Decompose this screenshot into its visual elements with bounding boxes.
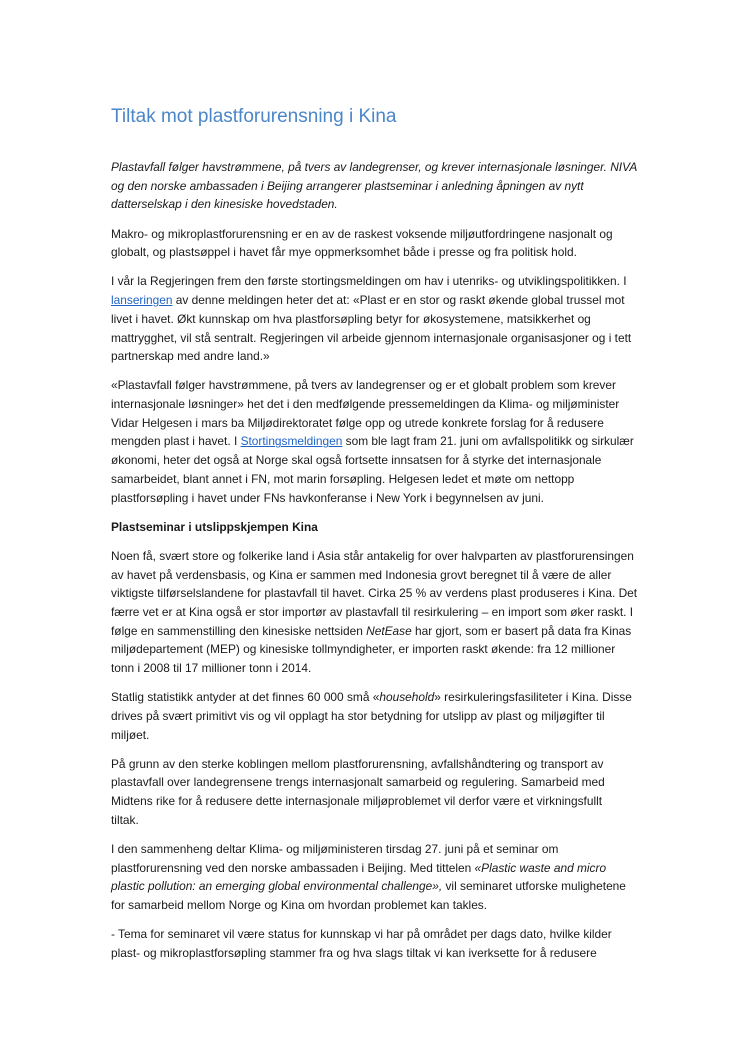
text: samarbeidet, blant annet i FN, mot marin forsøpling. Helgesen ledet et møte om nettopp	[111, 471, 575, 486]
text-line	[111, 518, 641, 537]
text: » resirkuleringsfasiliteter i Kina. Disse	[434, 690, 632, 705]
italic-text: «Plastic waste and micro	[474, 860, 607, 875]
text-line	[111, 688, 641, 707]
paragraph	[111, 925, 641, 962]
text-line	[111, 659, 641, 678]
text-line	[111, 640, 641, 659]
italic-text: NetEase	[366, 623, 412, 638]
text-line	[111, 395, 641, 414]
text-line	[111, 432, 641, 451]
text-line	[111, 347, 641, 366]
text: livet i havet. Økt kunnskap om hva plastforsøpling betyr for økosystemene, matsikkerhet og	[111, 311, 591, 326]
paragraph	[111, 688, 641, 744]
text: datterselskap i den kinesiske hovedstaden.	[111, 197, 338, 212]
text-line	[111, 225, 641, 244]
italic-text: household	[379, 690, 435, 705]
text: følge en sammenstilling den kinesiske nettsiden	[111, 623, 367, 638]
text-line	[111, 489, 641, 508]
text: viktigste tilførselslandene for plastavfall til havet. Cirka 25 % av verdens plast produseres i Kina. Det	[111, 586, 638, 601]
text: globalt, og plastsøppel i havet får mye oppmerksomhet både i presse og fra politisk hold.	[111, 245, 577, 260]
text-line	[111, 566, 641, 585]
text: internasjonale løsninger» het det i den medfølgende pressemeldingen da Klima- og miljøminister	[111, 397, 620, 412]
text: Statlig statistikk antyder at det finnes 60 000 små «	[111, 690, 380, 705]
text: plastforurensning ved den norske ambassaden i Beijing. Med tittelen	[111, 860, 475, 875]
text: av havet på verdensbasis, og Kina er sammen med Indonesia grovt beregnet til å være de aller	[111, 567, 612, 582]
lead-paragraph	[111, 158, 641, 214]
text-line	[111, 707, 641, 726]
text-line	[111, 291, 641, 310]
paragraph	[111, 225, 641, 262]
text-line	[111, 470, 641, 489]
text-line	[111, 792, 641, 811]
text: tiltak.	[111, 812, 139, 827]
text-line	[111, 896, 641, 915]
text: Midtens rike for å redusere dette internasjonale miljøproblemet vil derfor være et virkningsfullt	[111, 794, 603, 809]
text: plast- og mikroplastforsøpling stammer fra og hva slags tiltak vi kan iverksette for å redusere	[111, 945, 597, 960]
text-line	[111, 622, 641, 641]
text: I vår la Regjeringen frem den første stortingsmeldingen om hav i utenriks- og utviklingspolitikken. I	[111, 274, 627, 289]
text: vil seminaret utforske mulighetene	[442, 879, 626, 894]
page-title: Tiltak mot plastforurensning i Kina	[111, 106, 397, 127]
text: «Plastavfall følger havstrømmene, på tvers av landegrenser og er et globalt problem som krever	[111, 378, 616, 393]
text: plastavfall over landegrensene trengs internasjonalt samarbeid og regulering. Samarbeid med	[111, 775, 605, 790]
text-line	[111, 451, 641, 470]
text-line	[111, 877, 641, 896]
paragraph	[111, 376, 641, 507]
text-line	[111, 195, 641, 214]
text-line	[111, 177, 641, 196]
text-line	[111, 376, 641, 395]
paragraph	[111, 272, 641, 365]
text-line	[111, 584, 641, 603]
text-line	[111, 310, 641, 329]
text: økonomi, heter det også at Norge skal også fortsette innsatsen for å styrke det internasjonale	[111, 453, 602, 468]
text: Makro- og mikroplastforurensning er en av de raskest voksende miljøutfordringene nasjonalt og	[111, 226, 613, 241]
section-heading	[111, 518, 641, 537]
text-line	[111, 603, 641, 622]
paragraph	[111, 547, 641, 678]
text: Vidar Helgesen i mars ba Miljødirektoratet følge opp og utrede konkrete forslag for å redusere	[111, 415, 604, 430]
text-line	[111, 414, 641, 433]
text-line	[111, 859, 641, 878]
text: - Tema for seminaret vil være status for kunnskap vi har på området per dags dato, hvilke kilder	[111, 927, 612, 942]
text: plastforsøpling i havet under FNs havkonferanse i New York i begynnelsen av juni.	[111, 490, 544, 505]
document-body	[111, 158, 641, 973]
paragraph	[111, 840, 641, 915]
text-line	[111, 158, 641, 177]
text: I den sammenheng deltar Klima- og miljøministeren tirsdag 27. juni på et seminar om	[111, 842, 559, 856]
text-line	[111, 329, 641, 348]
text: tonn i 2008 til 17 millioner tonn i 2014.	[111, 661, 312, 675]
text: som ble lagt fram 21. juni om avfallspolitikk og sirkulær	[342, 434, 634, 449]
text: drives på svært primitivt vis og vil opplagt ha stor betydning for utslipp av plast og miljøgifter til	[111, 708, 605, 723]
text: partnerskap med andre land.»	[111, 349, 270, 364]
text-line	[111, 840, 641, 859]
text: På grunn av den sterke koblingen mellom plastforurensning, avfallshåndtering og transport av	[111, 756, 604, 771]
text-line	[111, 726, 641, 745]
text: Plastseminar i utslippskjempen Kina	[111, 519, 318, 534]
text: miljøet.	[111, 727, 150, 742]
link-stortingsmeldingen[interactable]: Stortingsmeldingen	[240, 434, 343, 449]
text-line	[111, 944, 641, 963]
text-line	[111, 811, 641, 830]
link-lanseringen[interactable]: lanseringen	[111, 293, 173, 308]
text-line	[111, 243, 641, 262]
text: og den norske ambassaden i Beijing arrangerer plastseminar i anledning åpningen av nytt	[111, 178, 584, 193]
text-line	[111, 547, 641, 566]
text: for samarbeid mellom Norge og Kina om hvordan problemet kan takles.	[111, 898, 488, 913]
text-line	[111, 755, 641, 774]
text: Noen få, svært store og folkerike land i Asia står antakelig for over halvparten av plastforurensingen	[111, 548, 634, 563]
text: færre vet er at Kina også er stor importør av plastavfall til resirkulering – en import som øker raskt. I	[111, 604, 634, 619]
paragraph	[111, 755, 641, 830]
text-line	[111, 925, 641, 944]
italic-text: plastic pollution: an emerging global environmental challenge»,	[111, 879, 443, 894]
text-line	[111, 272, 641, 291]
text-line	[111, 773, 641, 792]
text: av denne meldingen heter det at: «Plast er en stor og raskt økende global trussel mot	[172, 293, 625, 308]
text: har gjort, som er basert på data fra Kinas	[411, 623, 632, 638]
text: mattrygghet, vil stå sentralt. Regjeringen vil arbeide gjennom internasjonale organisasjoner og i tett	[111, 330, 632, 345]
text: Plastavfall følger havstrømmene, på tvers av landegrenser, og krever internasjonale løsninger. NIVA	[111, 160, 638, 174]
text: miljødepartement (MEP) og kinesiske tollmyndigheter, er importen raskt økende: fra 12 millioner	[111, 642, 616, 657]
text: mengden plast i havet. I	[111, 434, 241, 449]
